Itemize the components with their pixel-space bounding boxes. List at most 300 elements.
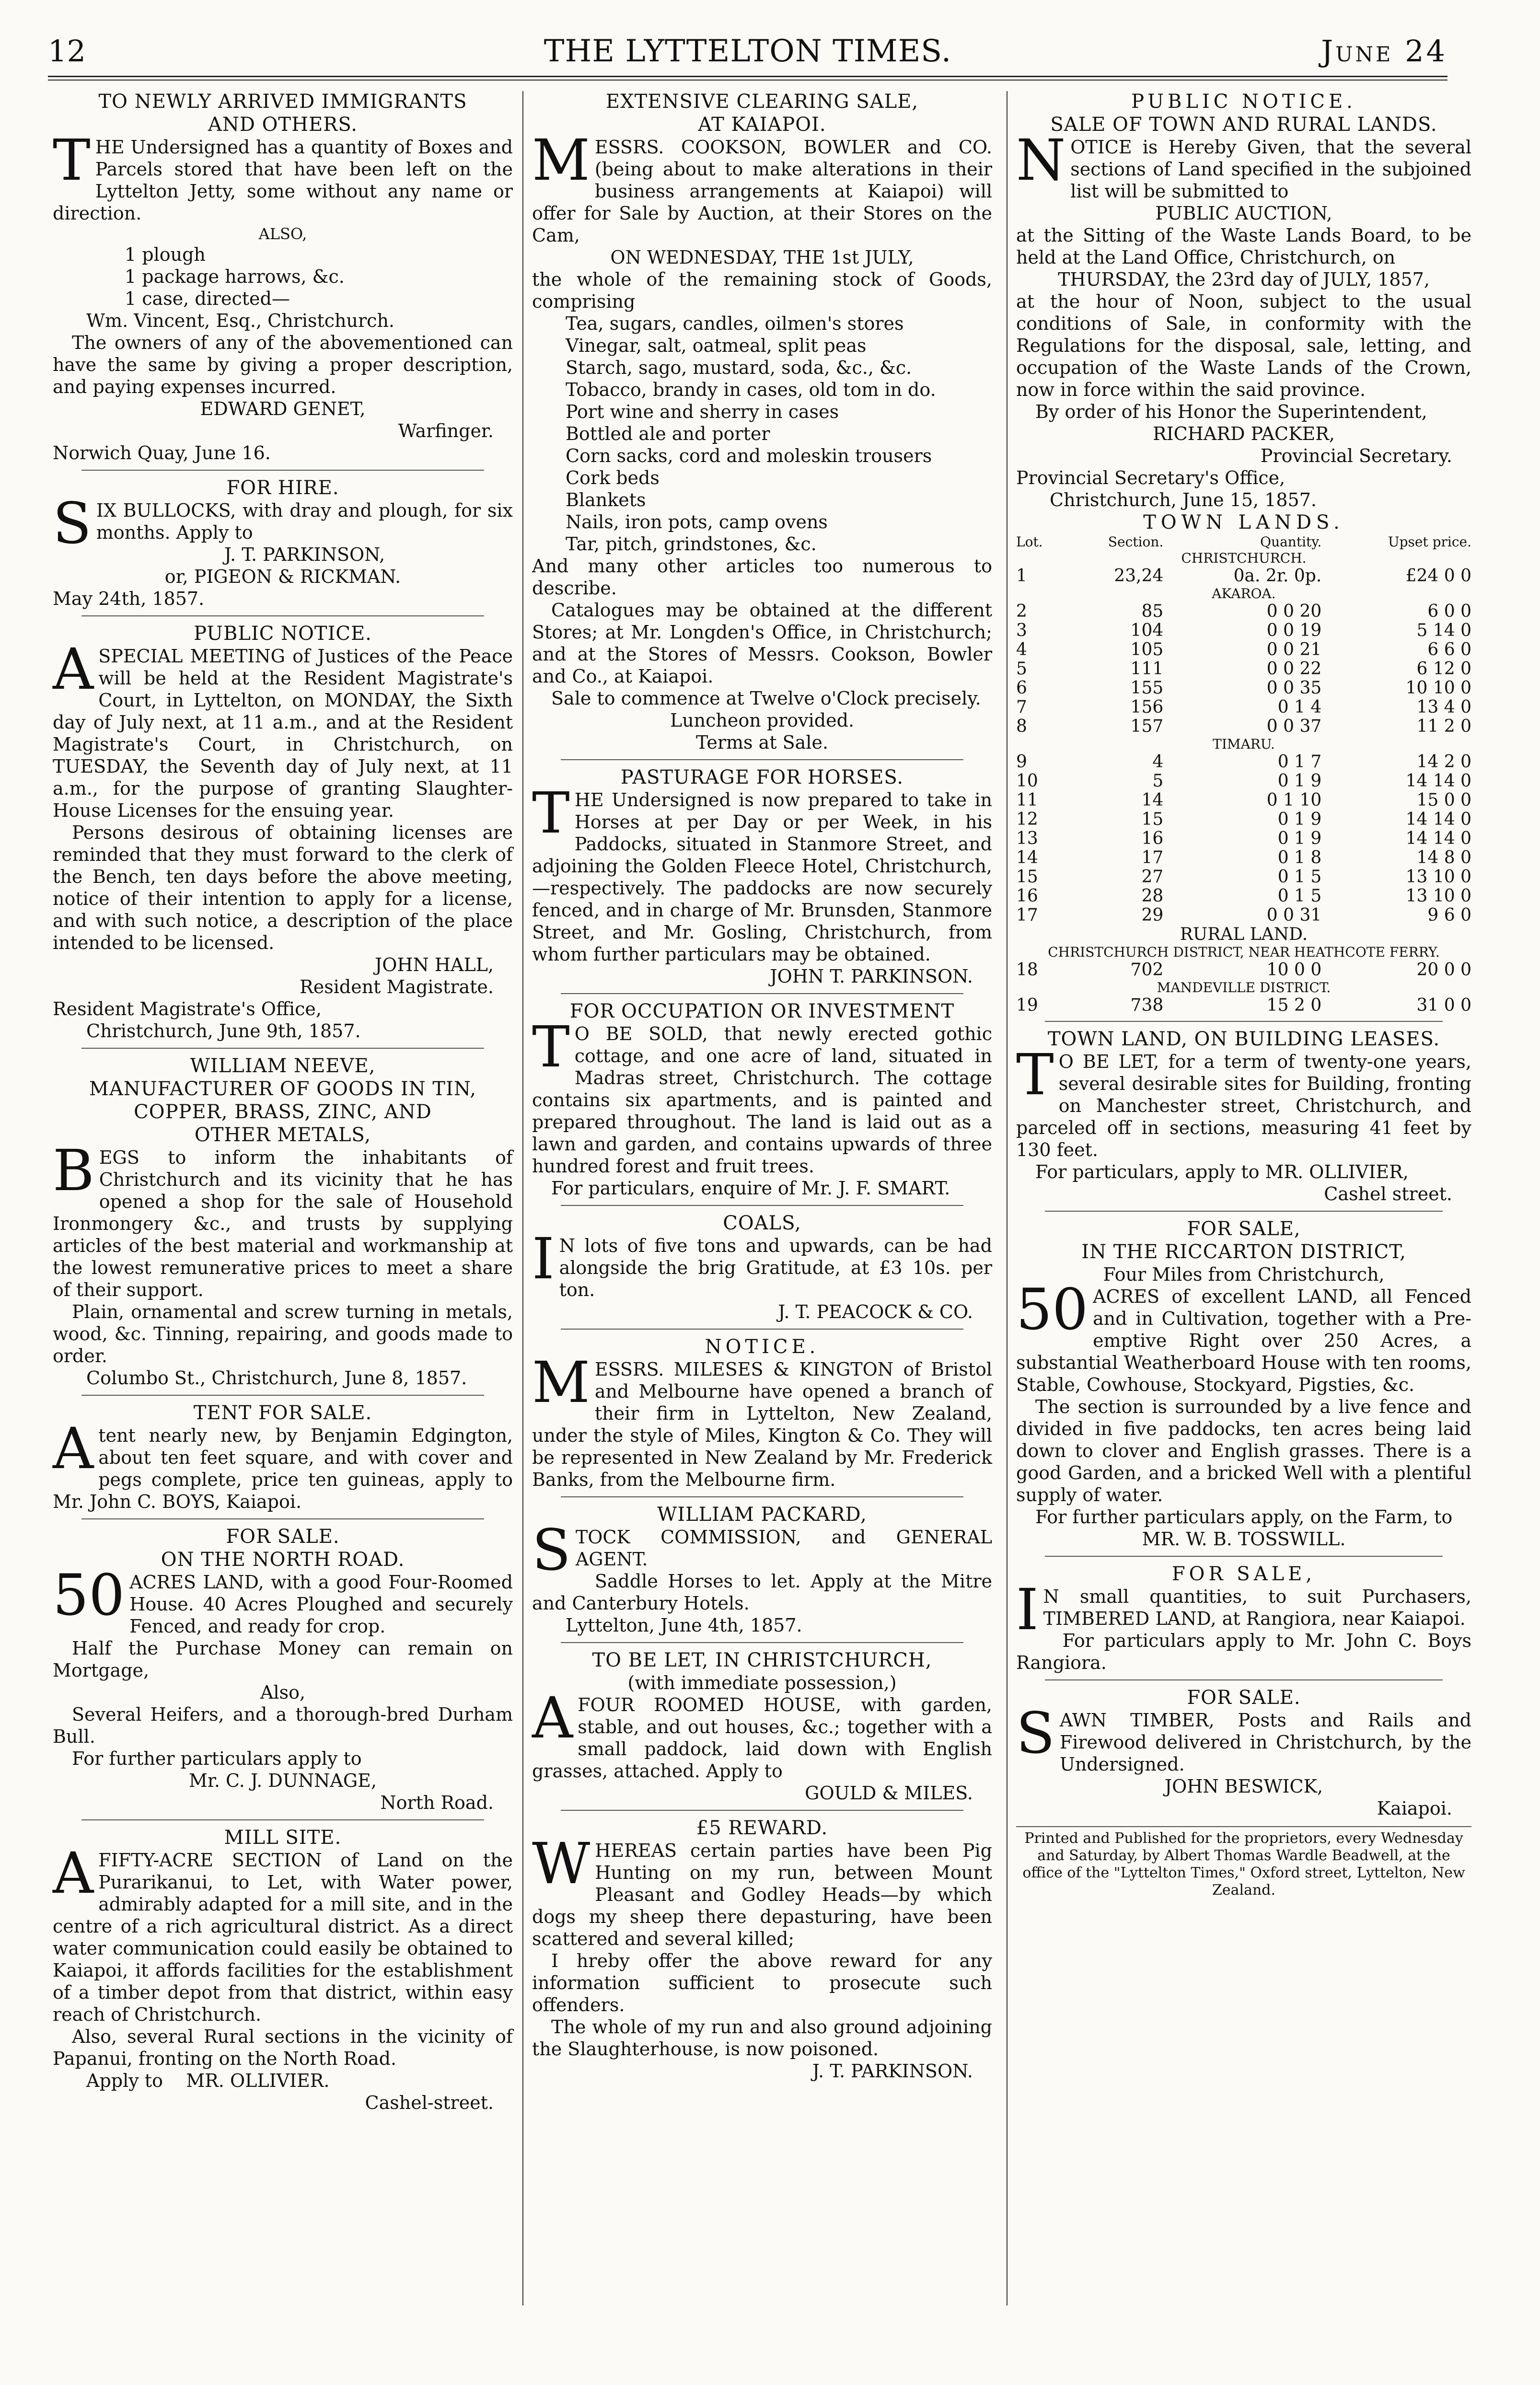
ad-separator bbox=[561, 1810, 963, 1811]
signature-name: RICHARD PACKER, bbox=[1153, 423, 1335, 444]
signature-name: GOULD & MILES. bbox=[805, 1783, 973, 1804]
addressee: Wm. Vincent, Esq., Christchurch. bbox=[86, 310, 394, 331]
drop-cap: B bbox=[53, 1137, 94, 1204]
ad-body-2: The section is surrounded by a live fence and divided in five paddocks, ten acres being laid down to clover and English grasses. There is a good Garden, and a bricked Well with a plentiful supply of water. bbox=[1016, 1396, 1471, 1505]
signature-name: JOHN HALL, bbox=[375, 954, 494, 975]
contact-name: MR. OLLIVIER. bbox=[186, 2070, 330, 2091]
ad-body-3: For further particulars apply, on the Farm, to bbox=[1035, 1506, 1453, 1528]
ad-separator bbox=[81, 1048, 484, 1049]
sawn-timber-ad bbox=[1016, 1686, 1471, 1819]
section-number: 85 bbox=[1141, 602, 1164, 621]
section-number: 5 bbox=[1152, 771, 1164, 791]
ad-body-3: Several Heifers, and a thorough-bred Durham Bull. bbox=[53, 1704, 513, 1747]
item: 1 case, directed— bbox=[125, 288, 290, 309]
lot-number: 16 bbox=[1016, 886, 1038, 906]
ad-subtitle-2: Four Miles from Christchurch, bbox=[1103, 1264, 1385, 1285]
contact-place: Cashel-street. bbox=[365, 2092, 494, 2113]
quantity: 0 0 35 bbox=[1266, 678, 1322, 698]
item: 1 plough bbox=[125, 244, 206, 265]
ad-body-2: Half the Purchase Money can remain on Mortgage, bbox=[53, 1638, 513, 1681]
ad-title: PUBLIC NOTICE. bbox=[1131, 91, 1356, 113]
ad-body: ESSRS. MILESES & KINGTON of Bristol and Melbourne have opened a branch of their firm in Lyttelton, New Zealand, under the style of Miles, Kington & Co. They will be represented in New Zealand by Mr. Frederick Banks, from the Melbourne firm. bbox=[532, 1359, 992, 1490]
quantity: 0 1 9 bbox=[1277, 810, 1322, 829]
signature-role: Warfinger. bbox=[398, 420, 494, 441]
section-number: 104 bbox=[1130, 621, 1164, 640]
drop-cap: T bbox=[1016, 1042, 1054, 1108]
ad-body-2: the whole of the remaining stock of Goods, comprising bbox=[532, 269, 992, 312]
col-header-quantity: Quantity. bbox=[1260, 534, 1322, 550]
ad-body: FIFTY-ACRE SECTION of Land on the Purarikanui, to Let, with Water power, admirably adapted for a mill site, and in the centre of a rich agricultural district. As a direct water communication could easily be obtained to Kaiapoi, it affords facilities for the establishment of a timber depot from that district, within easy reach of Christchurch. bbox=[53, 1850, 513, 2025]
upset-price: 13 4 0 bbox=[1416, 697, 1471, 717]
lot-number: 19 bbox=[1016, 996, 1038, 1015]
contact-name: MR. W. B. TOSSWILL. bbox=[1142, 1528, 1346, 1550]
drop-cap: A bbox=[53, 1415, 94, 1482]
quantity: 15 2 0 bbox=[1266, 996, 1322, 1015]
luncheon-note: Luncheon provided. bbox=[670, 710, 855, 731]
district-subheading: AKAROA. bbox=[1212, 586, 1276, 602]
section-number: 28 bbox=[1141, 886, 1164, 906]
ad-title: FOR SALE, bbox=[1171, 1563, 1316, 1585]
ad-separator bbox=[1045, 1679, 1443, 1680]
lot-row bbox=[1016, 868, 1471, 887]
signature-role: Provincial Secretary. bbox=[1260, 445, 1452, 466]
stock-item: Vinegar, salt, oatmeal, split peas bbox=[566, 335, 867, 356]
office: Resident Magistrate's Office, bbox=[53, 998, 322, 1019]
drop-cap: M bbox=[532, 127, 590, 193]
ad-separator bbox=[1045, 1021, 1443, 1022]
lot-row bbox=[1016, 829, 1471, 848]
rural-land-heading: RURAL LAND. bbox=[1180, 925, 1308, 944]
ad-subtitle: MANUFACTURER OF GOODS IN TIN, bbox=[89, 1078, 476, 1100]
signature-name: EDWARD GENET, bbox=[200, 398, 366, 419]
ad-body-2: I hreby offer the above reward for any information sufficient to prosecute such offenders. bbox=[532, 1950, 992, 2015]
ad-title: £5 REWARD. bbox=[696, 1817, 828, 1839]
lot-row bbox=[1016, 961, 1471, 980]
lot-number: 8 bbox=[1016, 717, 1027, 736]
upset-price: 13 10 0 bbox=[1405, 886, 1471, 906]
quantity: 0 0 37 bbox=[1266, 717, 1322, 736]
ad-body: IX BULLOCKS, with dray and plough, for six months. Apply to bbox=[96, 500, 513, 543]
ad-body-2: Also, several Rural sections in the vicinity of Papanui, fronting on the North Road. bbox=[53, 2026, 513, 2069]
stock-item: Cork beds bbox=[566, 467, 660, 488]
quantity: 0 0 31 bbox=[1266, 905, 1322, 925]
ad-body-2: For particulars, enquire of Mr. J. F. SMART. bbox=[551, 1178, 950, 1199]
upset-price: 6 6 0 bbox=[1427, 640, 1471, 660]
drop-cap: M bbox=[532, 1349, 590, 1415]
ad-separator bbox=[1045, 1556, 1443, 1557]
upset-price: 15 0 0 bbox=[1416, 790, 1471, 810]
lot-row bbox=[1016, 679, 1471, 698]
ad-body-4: By order of his Honor the Superintendent, bbox=[1035, 401, 1427, 422]
ad-date: May 24th, 1857. bbox=[53, 588, 205, 609]
drop-cap: T bbox=[532, 1014, 570, 1080]
reward-ad bbox=[532, 1817, 992, 2082]
also-label: Also, bbox=[260, 1682, 306, 1703]
riccarton-ad bbox=[1016, 1217, 1471, 1550]
stock-item: Tea, sugars, candles, oilmen's stores bbox=[566, 313, 904, 334]
contact-name-2: or, PIGEON & RICKMAN. bbox=[164, 566, 401, 587]
ad-title: FOR SALE, bbox=[1187, 1218, 1301, 1240]
ad-separator bbox=[1045, 1211, 1443, 1212]
lot-row bbox=[1016, 887, 1471, 906]
quantity: 0a. 2r. 0p. bbox=[1233, 566, 1322, 586]
quantity: 0 0 19 bbox=[1266, 621, 1322, 640]
ad-separator bbox=[81, 1395, 484, 1396]
stock-item: Nails, iron pots, camp ovens bbox=[566, 511, 828, 533]
north-road-ad bbox=[53, 1525, 513, 1814]
place-date: Christchurch, June 15, 1857. bbox=[1050, 489, 1317, 510]
ad-body-2: Saddle Horses to let. Apply at the Mitre and Canterbury Hotels. bbox=[532, 1571, 992, 1614]
ad-subtitle: AT KAIAPOI. bbox=[698, 114, 826, 136]
stock-item: Corn sacks, cord and moleskin trousers bbox=[566, 445, 932, 466]
ad-subtitle: OTHER METALS, bbox=[194, 1124, 371, 1146]
section-number: 105 bbox=[1130, 640, 1164, 660]
section-number: 29 bbox=[1141, 905, 1164, 925]
masthead bbox=[48, 34, 1447, 72]
lot-number: 7 bbox=[1016, 697, 1027, 717]
drop-cap: T bbox=[53, 127, 91, 193]
section-number: 16 bbox=[1141, 829, 1164, 848]
signature-role: Resident Magistrate. bbox=[300, 976, 494, 997]
col-header-section: Section. bbox=[1108, 534, 1164, 550]
lot-row bbox=[1016, 791, 1471, 810]
neeve-ad bbox=[53, 1054, 513, 1389]
ad-title: TO NEWLY ARRIVED IMMIGRANTS bbox=[98, 91, 467, 113]
quantity: 0 1 10 bbox=[1266, 790, 1322, 810]
stock-item: Bottled ale and porter bbox=[566, 423, 770, 444]
header-rule-bottom bbox=[48, 80, 1447, 81]
building-lease-ad bbox=[1016, 1028, 1471, 1205]
ad-title: FOR SALE. bbox=[1187, 1687, 1301, 1709]
lot-number: 10 bbox=[1016, 771, 1038, 791]
ad-subtitle: IN THE RICCARTON DISTRICT, bbox=[1081, 1241, 1406, 1263]
lot-number: 18 bbox=[1016, 960, 1038, 980]
hire-ad bbox=[53, 476, 513, 610]
terms-note: Terms at Sale. bbox=[695, 732, 829, 753]
section-number: 27 bbox=[1141, 867, 1164, 887]
lands-table bbox=[1016, 534, 1471, 1015]
ad-separator bbox=[81, 470, 484, 471]
lot-row bbox=[1016, 906, 1471, 925]
column-2 bbox=[532, 90, 992, 2088]
upset-price: 13 10 0 bbox=[1405, 867, 1471, 887]
drop-cap: I bbox=[532, 1226, 555, 1292]
upset-price: £24 0 0 bbox=[1405, 566, 1471, 586]
upset-price: 6 0 0 bbox=[1427, 602, 1471, 621]
lot-row bbox=[1016, 621, 1471, 640]
ad-title: NOTICE. bbox=[705, 1336, 820, 1358]
drop-cap: 50 bbox=[53, 1562, 125, 1628]
stock-item: Tar, pitch, grindstones, &c. bbox=[566, 533, 817, 555]
ad-subtitle: ON THE NORTH ROAD. bbox=[161, 1549, 405, 1571]
akaroa-rows bbox=[1016, 602, 1471, 736]
house-to-let-ad bbox=[532, 1649, 992, 1804]
issue-date: June 24 bbox=[1321, 34, 1447, 69]
place-date: Norwich Quay, June 16. bbox=[53, 442, 271, 463]
section-number: 157 bbox=[1130, 717, 1164, 736]
ad-separator bbox=[561, 1642, 963, 1643]
upset-price: 20 0 0 bbox=[1416, 960, 1471, 980]
ad-body-3: The whole of my run and also ground adjoining the Slaughterhouse, is now poisoned. bbox=[532, 2016, 992, 2060]
ad-subtitle: AND OTHERS. bbox=[208, 114, 358, 136]
ad-subtitle: (with immediate possession,) bbox=[627, 1672, 897, 1693]
upset-price: 6 12 0 bbox=[1416, 659, 1471, 679]
public-notice-ad bbox=[53, 622, 513, 1042]
header-rule-top bbox=[48, 76, 1447, 77]
lot-number: 4 bbox=[1016, 640, 1027, 660]
lot-number: 11 bbox=[1016, 790, 1038, 810]
ad-separator bbox=[81, 615, 484, 616]
quantity: 0 1 9 bbox=[1277, 771, 1322, 791]
quantity: 0 1 7 bbox=[1277, 752, 1322, 772]
quantity: 0 1 5 bbox=[1277, 867, 1322, 887]
ad-body: AWN TIMBER, Posts and Rails and Firewood delivered in Christchurch, by the Undersigned. bbox=[1059, 1710, 1471, 1775]
signature-name: JOHN T. PARKINSON. bbox=[770, 966, 973, 987]
ad-body: ESSRS. COOKSON, BOWLER and CO. (being about to make alterations in their business arrangements at Kaiapoi) will offer for Sale by Auction, at their Stores on the Cam, bbox=[532, 137, 992, 246]
upset-price: 9 6 0 bbox=[1427, 905, 1471, 925]
miles-kington-notice bbox=[532, 1335, 992, 1491]
lot-number: 9 bbox=[1016, 752, 1027, 772]
lot-number: 2 bbox=[1016, 602, 1027, 621]
ad-body-3: And many other articles too numerous to describe. bbox=[532, 556, 992, 599]
col-header-upset-price: Upset price. bbox=[1388, 534, 1471, 550]
ad-body: HEREAS certain parties have been Pig Hunting on my run, between Mount Pleasant and Godley Heads—by which dogs my sheep there depasturing, have been scattered and several killed; bbox=[532, 1840, 992, 1949]
item: 1 package harrows, &c. bbox=[125, 266, 345, 287]
signature-place: Kaiapoi. bbox=[1377, 1798, 1452, 1819]
section-number: 17 bbox=[1141, 848, 1164, 868]
drop-cap: T bbox=[532, 780, 570, 846]
also-label: ALSO, bbox=[258, 225, 307, 243]
signature-name: J. T. PARKINSON. bbox=[812, 2061, 973, 2082]
ad-title: EXTENSIVE CLEARING SALE, bbox=[605, 91, 919, 113]
coals-ad bbox=[532, 1212, 992, 1323]
quantity: 0 0 22 bbox=[1266, 659, 1322, 679]
drop-cap: I bbox=[1016, 1576, 1039, 1643]
lot-number: 17 bbox=[1016, 905, 1038, 925]
ad-separator bbox=[561, 993, 963, 994]
contact-place: North Road. bbox=[380, 1792, 494, 1813]
section-number: 4 bbox=[1152, 752, 1164, 772]
stock-item: Port wine and sherry in cases bbox=[566, 401, 839, 422]
quantity: 0 1 5 bbox=[1277, 886, 1322, 906]
section-number: 14 bbox=[1141, 790, 1164, 810]
section-number: 111 bbox=[1130, 659, 1164, 679]
quantity: 0 1 4 bbox=[1277, 697, 1322, 717]
ad-body-2: The owners of any of the abovementioned can have the same by giving a proper description, and paying expenses incurred. bbox=[53, 332, 513, 397]
ad-body: SPECIAL MEETING of Justices of the Peace will be held at the Resident Magistrate's Court, in Lyttelton, on MONDAY, the Sixth day of July next, at 11 a.m., and at the Resident Magistrate's Court, in Christchurch, on TUESDAY, the Seventh day of July next, at 11 a.m., for the purpose of granting Slaughter-House Licenses for the ensuing year. bbox=[53, 646, 513, 821]
ad-title: FOR OCCUPATION OR INVESTMENT bbox=[569, 1000, 955, 1022]
ad-title: TOWN LAND, ON BUILDING LEASES. bbox=[1047, 1028, 1440, 1050]
page-number: 12 bbox=[48, 34, 86, 69]
clearing-sale-ad bbox=[532, 90, 992, 753]
section-number: 702 bbox=[1130, 960, 1164, 980]
ad-title: WILLIAM NEEVE, bbox=[190, 1055, 376, 1077]
lot-row bbox=[1016, 602, 1471, 621]
lot-number: 14 bbox=[1016, 848, 1038, 868]
lot-number: 15 bbox=[1016, 867, 1038, 887]
ad-body: ACRES LAND, with a good Four-Roomed House. 40 Acres Ploughed and securely Fenced, and ready for crop. bbox=[129, 1572, 513, 1637]
contact-name: Mr. C. J. DUNNAGE, bbox=[189, 1770, 377, 1791]
drop-cap: A bbox=[532, 1685, 573, 1751]
lot-row bbox=[1016, 996, 1471, 1015]
ad-body: O BE SOLD, that newly erected gothic cottage, and one acre of land, situated in Madras street, Christchurch. The cottage contains six apartments, and is painted and prepared throughout. The land is laid out as a lawn and garden, and contains upwards of three hundred forest and fruit trees. bbox=[532, 1023, 992, 1177]
christchurch-rows bbox=[1016, 567, 1471, 586]
lot-number: 1 bbox=[1016, 566, 1027, 586]
lot-row bbox=[1016, 753, 1471, 772]
ad-body: N lots of five tons and upwards, can be had alongside the brig Gratitude, at £3 10s. per ton. bbox=[559, 1235, 992, 1300]
office: Provincial Secretary's Office, bbox=[1016, 467, 1285, 488]
stock-item: Tobacco, brandy in cases, old tom in do. bbox=[566, 379, 936, 400]
ad-body: HE Undersigned has a quantity of Boxes and Parcels stored that have been left on the Lyttelton Jetty, some without any name or direction. bbox=[53, 137, 513, 224]
upset-price: 31 0 0 bbox=[1416, 996, 1471, 1015]
tent-ad bbox=[53, 1401, 513, 1513]
ad-body-3: at the hour of Noon, subject to the usual conditions of Sale, in conformity with the Regulations for the disposal, sale, letting, and occupation of the Waste Lands of the Crown, now in force within the said province. bbox=[1016, 291, 1471, 400]
quantity: 0 1 8 bbox=[1277, 848, 1322, 868]
ad-subtitle: COPPER, BRASS, ZINC, AND bbox=[134, 1101, 432, 1123]
occupation-ad bbox=[532, 1000, 992, 1199]
ad-body-4: For further particulars apply to bbox=[72, 1748, 362, 1769]
drop-cap: N bbox=[1016, 127, 1066, 193]
section-number: 155 bbox=[1130, 678, 1164, 698]
ad-body: FOUR ROOMED HOUSE, with garden, stable, and out houses, &c.; together with a small paddock, laid down with English grasses, attached. Apply to bbox=[532, 1694, 992, 1782]
quantity: 10 0 0 bbox=[1266, 960, 1322, 980]
ad-title: MILL SITE. bbox=[224, 1827, 342, 1849]
ad-title: PASTURAGE FOR HORSES. bbox=[620, 766, 904, 788]
pasturage-ad bbox=[532, 766, 992, 987]
upset-price: 14 14 0 bbox=[1405, 829, 1471, 848]
ad-body: N small quantities, to suit Purchasers, TIMBERED LAND, at Rangiora, near Kaiapoi. bbox=[1043, 1586, 1471, 1629]
drop-cap: S bbox=[1016, 1700, 1055, 1766]
sale-day: ON WEDNESDAY, THE 1st JULY, bbox=[610, 247, 914, 268]
upset-price: 11 2 0 bbox=[1416, 717, 1471, 736]
column-3 bbox=[1016, 90, 1471, 1899]
ad-title: COALS, bbox=[723, 1212, 801, 1234]
ad-body-4: Catalogues may be obtained at the different Stores; at Mr. Longden's Office, in Christchurch; and at the Stores of Messrs. Cookson, Bowler and Co., at Kaiapoi. bbox=[532, 600, 992, 687]
lot-number: 3 bbox=[1016, 621, 1027, 640]
place-date: Lyttelton, June 4th, 1857. bbox=[566, 1615, 802, 1636]
ad-body-2: Plain, ornamental and screw turning in metals, wood, &c. Tinning, repairing, and goods made to order. bbox=[53, 1301, 513, 1366]
ad-separator bbox=[81, 1819, 484, 1820]
drop-cap: W bbox=[532, 1830, 591, 1897]
ad-title: PUBLIC NOTICE. bbox=[194, 623, 372, 645]
immigrants-ad bbox=[53, 90, 513, 464]
section-number: 156 bbox=[1130, 697, 1164, 717]
ad-body: EGS to inform the inhabitants of Christchurch and its vicinity that he has opened a shop for the sale of Household Ironmongery &c., and trusts by supplying articles of the best material and workmanship at the lowest remunerative prices to meet a share of their support. bbox=[53, 1147, 513, 1300]
upset-price: 14 14 0 bbox=[1405, 771, 1471, 791]
ad-body: tent nearly new, by Benjamin Edgington, about ten feet square, and with cover and pegs complete, price ten guineas, apply to Mr. John C. BOYS, Kaiapoi. bbox=[53, 1425, 513, 1512]
contact-name: J. T. PARKINSON, bbox=[224, 544, 385, 565]
signature-name: JOHN BESWICK, bbox=[1164, 1776, 1323, 1797]
timbered-land-ad bbox=[1016, 1563, 1471, 1674]
lot-number: 5 bbox=[1016, 659, 1027, 679]
ad-separator bbox=[561, 1496, 963, 1497]
lot-row bbox=[1016, 810, 1471, 829]
ad-body: TOCK COMMISSION, and GENERAL AGENT. bbox=[575, 1527, 992, 1570]
land-sale-notice bbox=[1016, 90, 1471, 1015]
town-lands-heading: TOWN LANDS. bbox=[1143, 511, 1344, 533]
timaru-rows bbox=[1016, 753, 1471, 925]
ad-separator bbox=[81, 1518, 484, 1519]
printer-imprint: Printed and Published for the proprietors, every Wednesday and Saturday, by Albert Thomas Wardle Beadwell, at the office of the "Lyttelton Times," Oxford street, Lyttelton, New Zealand. bbox=[1016, 1826, 1471, 1899]
col-header-lot: Lot. bbox=[1016, 534, 1043, 550]
ad-body-2: For particulars, apply to MR. OLLIVIER, bbox=[1035, 1161, 1409, 1182]
ad-body: HE Undersigned is now prepared to take in Horses at per Day or per Week, in his Paddocks, situated in Stanmore Street, and adjoining the Golden Fleece Hotel, Christchurch,—respectively. The paddocks are now securely fenced, and in charge of Mr. Brunsden, Stanmore Street, and Mr. Gosling, Christchurch, from whom further particulars may be obtained. bbox=[532, 789, 992, 965]
packard-ad bbox=[532, 1503, 992, 1636]
drop-cap: A bbox=[53, 636, 94, 702]
auction-heading: PUBLIC AUCTION, bbox=[1155, 203, 1332, 224]
ad-separator bbox=[561, 759, 963, 760]
stock-item: Starch, sago, mustard, soda, &c., &c. bbox=[566, 357, 912, 378]
contact-place: Cashel street. bbox=[1324, 1183, 1452, 1204]
lot-number: 12 bbox=[1016, 810, 1038, 829]
ad-title: FOR SALE. bbox=[226, 1526, 340, 1548]
place-date: Christchurch, June 9th, 1857. bbox=[86, 1020, 361, 1042]
district-subheading: CHRISTCHURCH. bbox=[1181, 550, 1307, 566]
quantity: 0 0 20 bbox=[1266, 602, 1322, 621]
ad-body: OTICE is Hereby Given, that the several sections of Land specified in the subjoined list will be submitted to bbox=[1070, 137, 1471, 202]
drop-cap: S bbox=[532, 1517, 571, 1583]
district-subheading: MANDEVILLE DISTRICT. bbox=[1157, 980, 1331, 996]
drop-cap: A bbox=[53, 1840, 94, 1906]
newspaper-title: THE LYTTELTON TIMES. bbox=[544, 34, 952, 69]
drop-cap: S bbox=[53, 490, 92, 556]
upset-price: 5 14 0 bbox=[1416, 621, 1471, 640]
district-subheading: TIMARU. bbox=[1213, 736, 1275, 752]
lot-row bbox=[1016, 640, 1471, 660]
lot-row bbox=[1016, 567, 1471, 586]
quantity: 0 0 21 bbox=[1266, 640, 1322, 660]
lot-number: 6 bbox=[1016, 678, 1027, 698]
ad-title: TENT FOR SALE. bbox=[193, 1402, 372, 1424]
ad-title: WILLIAM PACKARD, bbox=[657, 1504, 867, 1526]
rural-rows-2 bbox=[1016, 996, 1471, 1015]
quantity: 0 1 9 bbox=[1277, 829, 1322, 848]
ad-separator bbox=[561, 1205, 963, 1206]
drop-cap: 50 bbox=[1016, 1276, 1088, 1343]
column-divider-1 bbox=[522, 91, 523, 2305]
auction-day: THURSDAY, the 23rd day of JULY, 1857, bbox=[1058, 269, 1430, 290]
upset-price: 14 2 0 bbox=[1416, 752, 1471, 772]
lot-row bbox=[1016, 698, 1471, 717]
section-number: 23,24 bbox=[1114, 566, 1164, 586]
ad-body-2: Persons desirous of obtaining licenses are reminded that they must forward to the clerk of the Bench, ten days before the above meeting, notice of their intention to apply for a license, and with such notice, a description of the place intended to be licensed. bbox=[53, 822, 513, 953]
lot-row bbox=[1016, 717, 1471, 736]
ad-body-2: For particulars apply to Mr. John C. Boys Rangiora. bbox=[1016, 1630, 1471, 1673]
section-number: 15 bbox=[1141, 810, 1164, 829]
ad-body-2: at the Sitting of the Waste Lands Board, to be held at the Land Office, Christchurch, on bbox=[1016, 225, 1471, 268]
section-number: 738 bbox=[1130, 996, 1164, 1015]
upset-price: 14 14 0 bbox=[1405, 810, 1471, 829]
lot-row bbox=[1016, 772, 1471, 791]
upset-price: 14 8 0 bbox=[1416, 848, 1471, 868]
rural-rows-1 bbox=[1016, 961, 1471, 980]
place-date: Columbo St., Christchurch, June 8, 1857. bbox=[86, 1367, 467, 1389]
stock-item: Blankets bbox=[566, 489, 646, 510]
mill-site-ad bbox=[53, 1826, 513, 2114]
ad-title: FOR HIRE. bbox=[226, 477, 339, 499]
column-1 bbox=[53, 90, 513, 2119]
ad-body: O BE LET, for a term of twenty-one years, several desirable sites for Building, fronting on Manchester street, Christchurch, and parceled off in sections, measuring 41 feet by 130 feet. bbox=[1016, 1051, 1471, 1160]
apply-label: Apply to bbox=[86, 2070, 163, 2091]
lot-number: 13 bbox=[1016, 829, 1038, 848]
ad-title: TO BE LET, IN CHRISTCHURCH, bbox=[592, 1649, 932, 1671]
ad-body-5: Sale to commence at Twelve o'Clock precisely. bbox=[551, 688, 981, 709]
lot-row bbox=[1016, 660, 1471, 679]
upset-price: 10 10 0 bbox=[1405, 678, 1471, 698]
lot-row bbox=[1016, 848, 1471, 868]
ad-separator bbox=[561, 1329, 963, 1330]
ad-body: ACRES of excellent LAND, all Fenced and in Cultivation, together with a Pre-emptive Right over 250 Acres, a substantial Weatherboard House with ten rooms, Stable, Cowhouse, Stockyard, Pigsties, &c. bbox=[1016, 1286, 1471, 1395]
